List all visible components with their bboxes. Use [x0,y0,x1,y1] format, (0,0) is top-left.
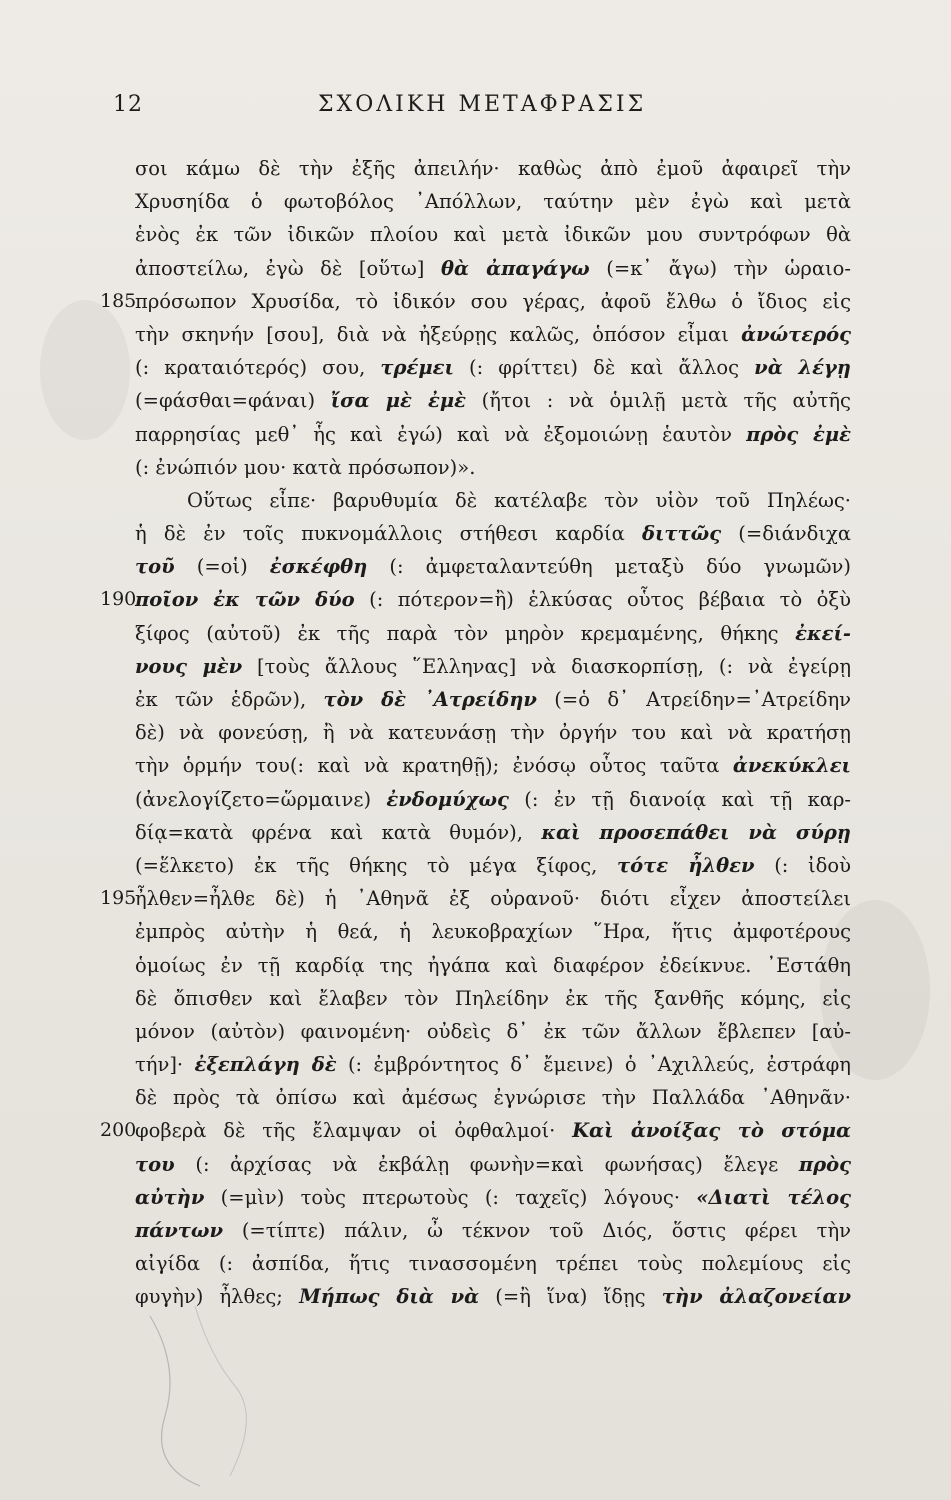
text-line [100,882,851,915]
text-line [135,1247,851,1280]
text-line [135,384,851,417]
line-text: ποῖον ἐκ τῶν δύο (: πότερον=ἢ) ἑλκύσας οὗτος βέβαια τὸ ὀξὺ [135,588,851,612]
text-line [135,1214,851,1247]
line-text: του (: ἀρχίσας νὰ ἐκβάλῃ φωνὴν=καὶ φωνήσας) ἔλεγε πρὸς [135,1152,851,1176]
line-text: φυγὴν) ἦλθες; Μήπως διὰ νὰ (=ἢ ἵνα) ἴδῃς τὴν ἀλαζονείαν [135,1285,851,1309]
text-line [135,783,851,816]
line-text: ἦλθεν=ἦλθε δὲ) ἡ ᾿Αθηνᾶ ἐξ οὐρανοῦ· διότι εἶχεν ἀποστείλει [135,887,851,911]
line-text: σοι κάμω δὲ τὴν ἐξῆς ἀπειλήν· καθὼς ἀπὸ ἐμοῦ ἀφαιρεῖ τὴν [135,157,851,180]
text-line [135,915,851,948]
line-number: 200 [100,1119,137,1142]
paper-stain [40,300,130,440]
text-line [135,949,851,982]
text-line [135,318,851,351]
line-text: τὴν ὁρμήν του(: καὶ νὰ κρατηθῇ); ἐνόσῳ οὗτος ταῦτα ἀνεκύκλει [135,754,851,778]
line-text: (=ἕλκετο) ἐκ τῆς θήκης τὸ μέγα ξίφος, τότε ἦλθεν (: ἰδοὺ [135,853,851,877]
text-line [135,1048,851,1081]
page-header [0,88,951,128]
line-text: νους μὲν [τοὺς ἄλλους ῞Ελληνας] νὰ διασκορπίσῃ, (: νὰ ἐγείρῃ [135,654,851,678]
text-line [135,1181,851,1214]
line-text: ἐκ τῶν ἑδρῶν), τὸν δὲ ᾿Ατρείδην (=ὁ δ᾿ Ατρείδην=᾿Ατρείδην [135,688,851,711]
text-line [135,816,851,849]
running-title: ΣΧΟΛΙΚΗ ΜΕΤΑΦΡΑΣΙΣ [318,92,647,117]
text-line [135,550,851,583]
commentary-text [100,152,851,1314]
line-text: δὲ) νὰ φονεύσῃ, ἢ νὰ κατευνάσῃ τὴν ὀργήν του καὶ νὰ κρατήσῃ [135,721,851,745]
text-line [135,185,851,218]
line-text: (: ἐνώπιόν μου· κατὰ πρόσωπον)». [135,455,476,479]
text-line [135,849,851,882]
text-line [135,982,851,1015]
line-text: δὲ ὄπισθεν καὶ ἔλαβεν τὸν Πηλείδην ἐκ τῆς ξανθῆς κόμης, εἰς [135,986,851,1010]
page-number: 12 [113,92,143,117]
line-text: πρόσωπον Χρυσίδα, τὸ ἰδικόν σου γέρας, ἀφοῦ ἔλθω ὁ ἴδιος εἰς [135,289,851,313]
line-text: αἰγίδα (: ἀσπίδα, ἥτις τινασσομένη τρέπει τοὺς πολεμίους εἰς [135,1252,851,1276]
text-line [135,418,851,451]
line-text: ἡ δὲ ἐν τοῖς πυκνομάλλοις στήθεσι καρδία διττῶς (=διάνδιχα [135,522,851,546]
line-text: μόνον (αὐτὸν) φαινομένη· οὐδεὶς δ᾿ ἐκ τῶν ἄλλων ἔβλεπεν [αὐ- [135,1019,851,1043]
line-text: ἐμπρὸς αὐτὴν ἡ θεά, ἡ λευκοβραχίων ῞Ηρα, ἥτις ἀμφοτέρους [135,920,851,944]
text-line [135,152,851,185]
line-text: ξίφος (αὐτοῦ) ἐκ τῆς παρὰ τὸν μηρὸν κρεμαμένης, θήκης ἐκεί- [135,621,851,645]
text-line [135,650,851,683]
text-line [135,1015,851,1048]
line-text: ὁμοίως ἐν τῇ καρδίᾳ της ἠγάπα καὶ διαφέρον ἐδείκνυε. ᾿Εστάθη [135,953,851,977]
line-text: Χρυσηίδα ὁ φωτοβόλος ᾿Απόλλων, ταύτην μὲν ἐγὼ καὶ μετὰ [135,190,851,214]
line-text: (=φάσθαι=φάναι) ἴσα μὲ ἐμὲ (ἤτοι : νὰ ὁμιλῇ μετὰ τῆς αὐτῆς [135,389,851,413]
text-line [135,617,851,650]
text-line [135,1148,851,1181]
line-text: δὲ πρὸς τὰ ὀπίσω καὶ ἀμέσως ἐγνώρισε τὴν Παλλάδα ᾿Αθηνᾶν· [135,1086,851,1110]
line-number: 195 [100,887,137,910]
text-line [135,218,851,251]
text-line [100,285,851,318]
line-text: τήν]· ἐξεπλάγη δὲ (: ἐμβρόντητος δ᾿ ἔμεινε) ὁ ᾿Αχιλλεύς, ἐστράφη [135,1053,851,1077]
pencil-mark-drawing [140,1296,260,1496]
text-line [135,252,851,285]
line-text: ἑνὸς ἐκ τῶν ἰδικῶν πλοίου καὶ μετὰ ἰδικῶν μου συντρόφων θὰ [135,223,851,247]
text-line [135,451,851,484]
line-text: (: κραταιότερός) σου, τρέμει (: φρίττει) δὲ καὶ ἄλλος νὰ λέγῃ [135,356,851,380]
line-text: ἀποστείλω, ἐγὼ δὲ [οὕτω] θὰ ἀπαγάγω (=κ᾿ ἄγω) τὴν ὡραιο- [135,256,851,280]
line-text: αὐτὴν (=μὶν) τοὺς πτερωτοὺς (: ταχεῖς) λόγους· «Διατὶ τέλος [135,1185,851,1209]
line-text: πάντων (=τίπτε) πάλιν, ὦ τέκνον τοῦ Διός, ὅστις φέρει τὴν [135,1219,851,1242]
line-text: δίᾳ=κατὰ φρένα καὶ κατὰ θυμόν), καὶ προσεπάθει νὰ σύρῃ [135,820,851,844]
line-text: παρρησίας μεθ᾿ ἧς καὶ ἐγώ) καὶ νὰ ἐξομοιώνῃ ἑαυτὸν πρὸς ἐμὲ [135,422,851,446]
line-number: 185 [100,289,137,312]
text-line [135,1081,851,1114]
line-text: τὴν σκηνήν [σου], διὰ νὰ ἠξεύρῃς καλῶς, ὁπόσον εἶμαι ἀνώτερός [135,322,851,346]
text-line [135,716,851,749]
text-line [100,583,851,616]
text-line [135,351,851,384]
line-text: φοβερὰ δὲ τῆς ἔλαμψαν οἱ ὀφθαλμοί· Καὶ ἀνοίξας τὸ στόμα [135,1119,851,1143]
line-number: 190 [100,588,137,611]
text-line [135,749,851,782]
text-line [135,517,851,550]
line-text: Οὕτως εἶπε· βαρυθυμία δὲ κατέλαβε τὸν υἱὸν τοῦ Πηλέως· [187,488,851,512]
line-text: τοῦ (=οἱ) ἐσκέφθη (: ἀμφεταλαντεύθη μεταξὺ δύο γνωμῶν) [135,555,851,579]
text-line [100,1114,851,1147]
text-line [135,484,851,517]
line-text: (ἀνελογίζετο=ὥρμαινε) ἐνδομύχως (: ἐν τῇ διανοίᾳ καὶ τῇ καρ- [135,787,851,811]
text-line [135,683,851,716]
